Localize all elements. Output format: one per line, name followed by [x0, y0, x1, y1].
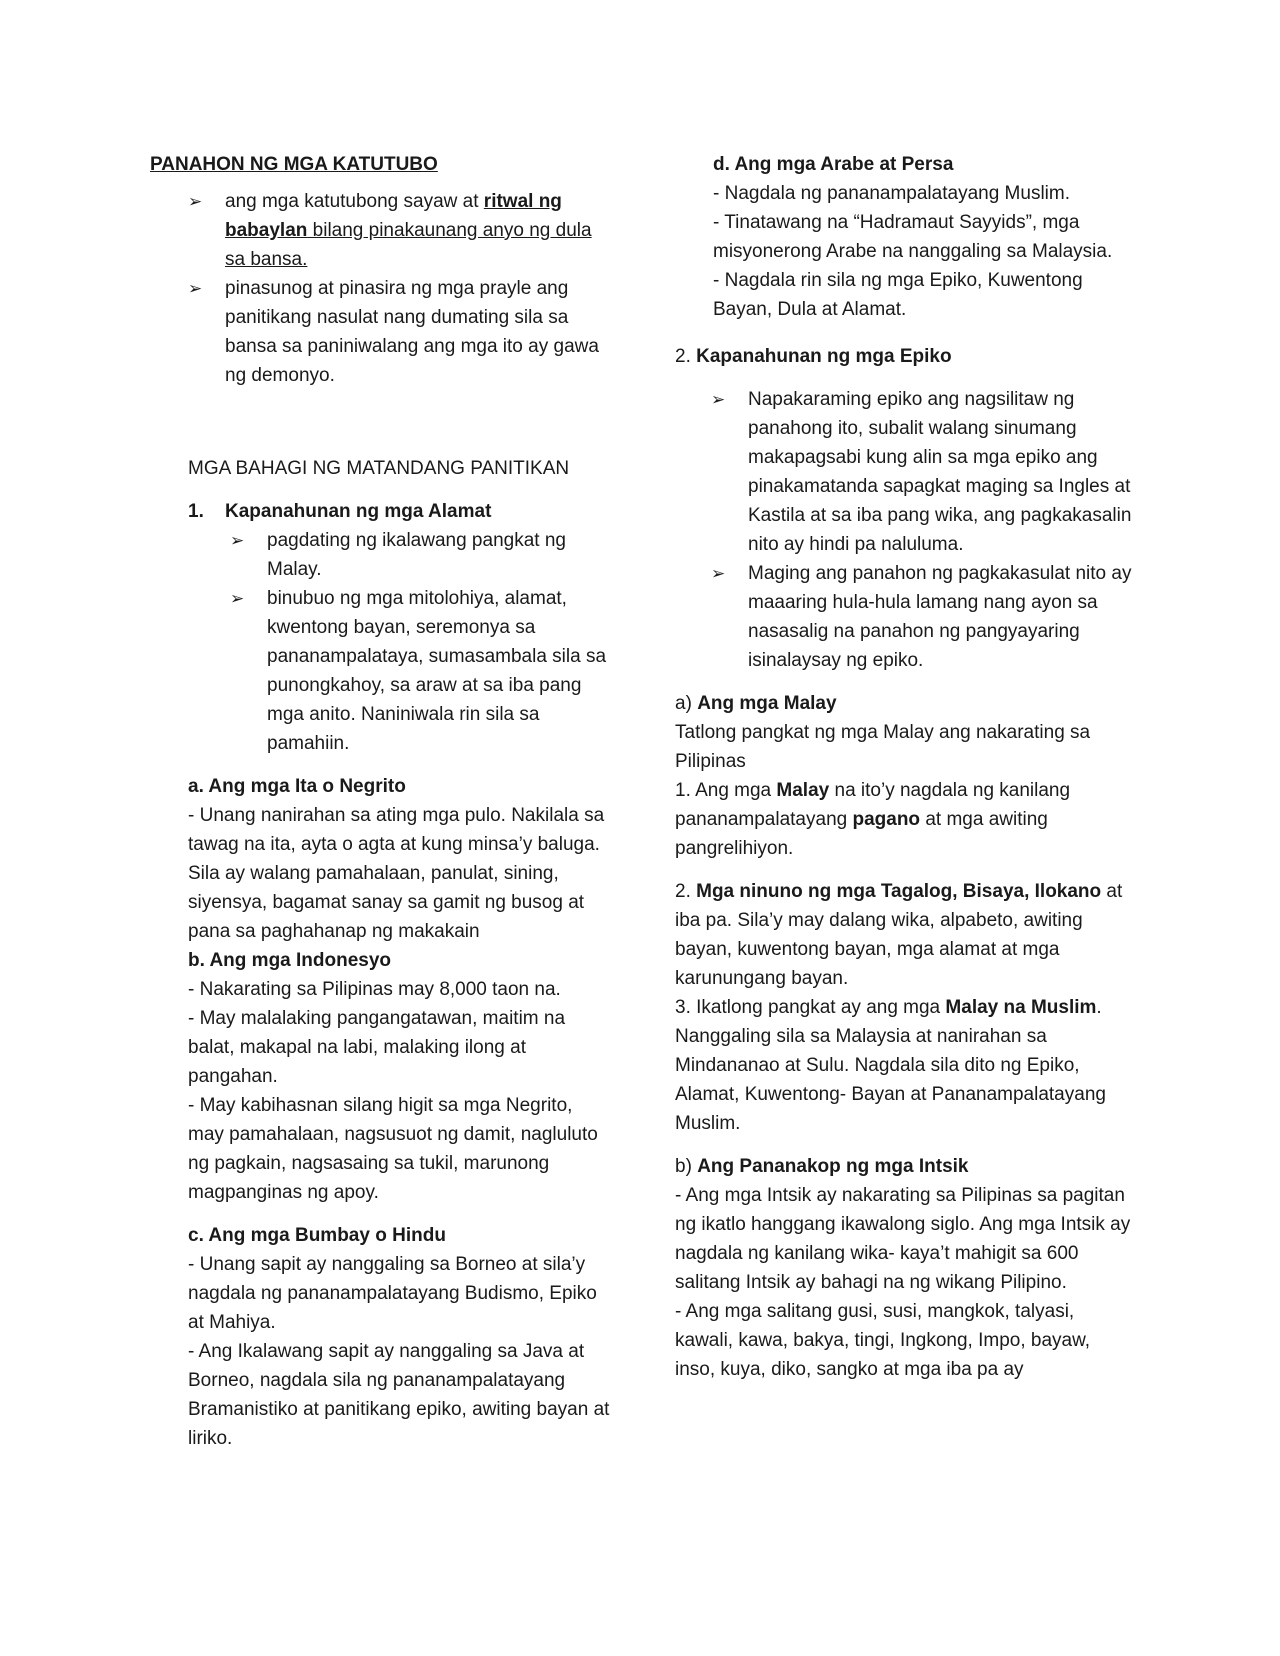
section-title: MGA BAHAGI NG MATANDANG PANITIKAN [188, 458, 570, 479]
paragraph: - Nakarating sa Pilipinas may 8,000 taon na. [188, 979, 561, 1000]
arrow-bullet-icon: ➢ [711, 564, 726, 583]
paragraph: - May kabihasnan silang higit sa mga Negrito, may pamahalaan, nagsusuot ng damit, nagluluto ng pagkain, nagsasaing sa tukil, marunong magpanginas ng apoy. [188, 1095, 598, 1203]
list-item: ➢ pinasunog at pinasira ng mga prayle ang panitikang nasulat nang dumating sila sa bansa sa paniniwalang ang mga ito ay gawa ng demonyo. [188, 274, 610, 390]
intro-bullet-list [188, 187, 610, 390]
subsection-title: a. Ang mga Ita o Negrito [188, 776, 406, 797]
paragraph: 3. Ikatlong pangkat ay ang mga Malay na Muslim. Nanggaling sila sa Malaysia at nanirahan sa Mindananao at Sulu. Nagdala sila dito ng Epiko, Alamat, Kuwentong- Bayan at Pananampalatayang Muslim. [675, 997, 1106, 1134]
list-item: ➢ binubuo ng mga mitolohiya, alamat, kwentong bayan, seremonya sa pananampalataya, sumasambala sila sa punongkahoy, sa araw at sa iba pang mga anito. Naniniwala rin sila sa pamahiin. [230, 584, 610, 758]
epiko-bullet-list [711, 385, 1135, 675]
list-item: ➢ Maging ang panahon ng pagkakasulat nito ay maaaring hula-hula lamang nang ayon sa nasasalig na panahon ng pangyayaring isinalaysay ng epiko. [711, 559, 1135, 675]
section-ita [188, 772, 610, 1453]
subsection-title: b. Ang mga Indonesyo [188, 950, 392, 971]
item-heading: 1. Kapanahunan ng mga Alamat [188, 501, 492, 522]
arrow-bullet-icon: ➢ [230, 531, 245, 550]
paragraph: - Nagdala rin sila ng mga Epiko, Kuwentong Bayan, Dula at Alamat. [713, 270, 1083, 320]
arrow-bullet-icon: ➢ [230, 589, 245, 608]
arrow-bullet-icon: ➢ [711, 390, 726, 409]
subsection-title: a) Ang mga Malay [675, 693, 837, 714]
list-item: ➢ Napakaraming epiko ang nagsilitaw ng panahong ito, subalit walang sinumang makapagsabi kung alin sa mga epiko ang pinakamatanda sapagkat maging sa Ingles at Kastila at sa iba pang wika, ang pagkakasalin nito ay hindi pa naluluma. [711, 385, 1135, 559]
left-column [150, 150, 610, 1453]
alamat-bullet-list [230, 526, 610, 758]
paragraph: 1. Ang mga Malay na ito’y nagdala ng kanilang pananampalatayang pagano at mga awiting pangrelihiyon. [675, 780, 1071, 859]
section-intsik [675, 1152, 1135, 1384]
paragraph: - Tinatawang na “Hadramaut Sayyids”, mga misyonerong Arabe na nanggaling sa Malaysia. [713, 212, 1113, 262]
paragraph: - Unang sapit ay nanggaling sa Borneo at sila’y nagdala ng pananampalatayang Budismo, Epiko at Mahiya. [188, 1254, 597, 1333]
item-heading: 2. Kapanahunan ng mga Epiko [675, 346, 952, 367]
paragraph: 2. Mga ninuno ng mga Tagalog, Bisaya, Ilokano at iba pa. Sila’y may dalang wika, alpabeto, awiting bayan, kuwentong bayan, mga alamat at mga karunungang bayan. [675, 881, 1123, 989]
paragraph: - Unang nanirahan sa ating mga pulo. Nakilala sa tawag na ita, ayta o agta at kung minsa’y baluga. Sila ay walang pamahalaan, panulat, sining, siyensya, bagamat sanay sa gamit ng busog at pana sa paghahanap ng makakain [188, 805, 605, 942]
right-column [675, 150, 1135, 1384]
list-item: ➢ ang mga katutubong sayaw at ritwal ng babaylan bilang pinakaunang anyo ng dula sa bansa. [188, 187, 610, 274]
arrow-bullet-icon: ➢ [188, 192, 203, 211]
paragraph: - Nagdala ng pananampalatayang Muslim. [713, 183, 1070, 204]
subsection-title: c. Ang mga Bumbay o Hindu [188, 1225, 446, 1246]
subsection-title: b) Ang Pananakop ng mga Intsik [675, 1156, 969, 1177]
subsection-title: d. Ang mga Arabe at Persa [713, 154, 954, 175]
section-arabe [713, 150, 1135, 324]
section-malay [675, 689, 1135, 1138]
paragraph: - Ang mga salitang gusi, susi, mangkok, talyasi, kawali, kawa, bakya, tingi, Ingkong, Impo, bayaw, inso, kuya, diko, sangko at mga iba pa ay [675, 1301, 1091, 1380]
page-title: PANAHON NG MGA KATUTUBO [150, 154, 438, 175]
paragraph: - Ang Ikalawang sapit ay nanggaling sa Java at Borneo, nagdala sila ng pananampalatayang Bramanistiko at panitikang epiko, awiting bayan at liriko. [188, 1341, 610, 1449]
paragraph: - May malalaking pangangatawan, maitim na balat, makapal na labi, malaking ilong at pangahan. [188, 1008, 566, 1087]
arrow-bullet-icon: ➢ [188, 279, 203, 298]
paragraph: - Ang mga Intsik ay nakarating sa Pilipinas sa pagitan ng ikatlo hanggang ikawalong siglo. Ang mga Intsik ay nagdala ng kanilang wika- kaya’t mahigit sa 600 salitang Intsik ay bahagi na ng wikang Pilipino. [675, 1185, 1131, 1293]
paragraph: Tatlong pangkat ng mga Malay ang nakarating sa Pilipinas [675, 722, 1091, 772]
list-item: ➢ pagdating ng ikalawang pangkat ng Malay. [230, 526, 610, 584]
